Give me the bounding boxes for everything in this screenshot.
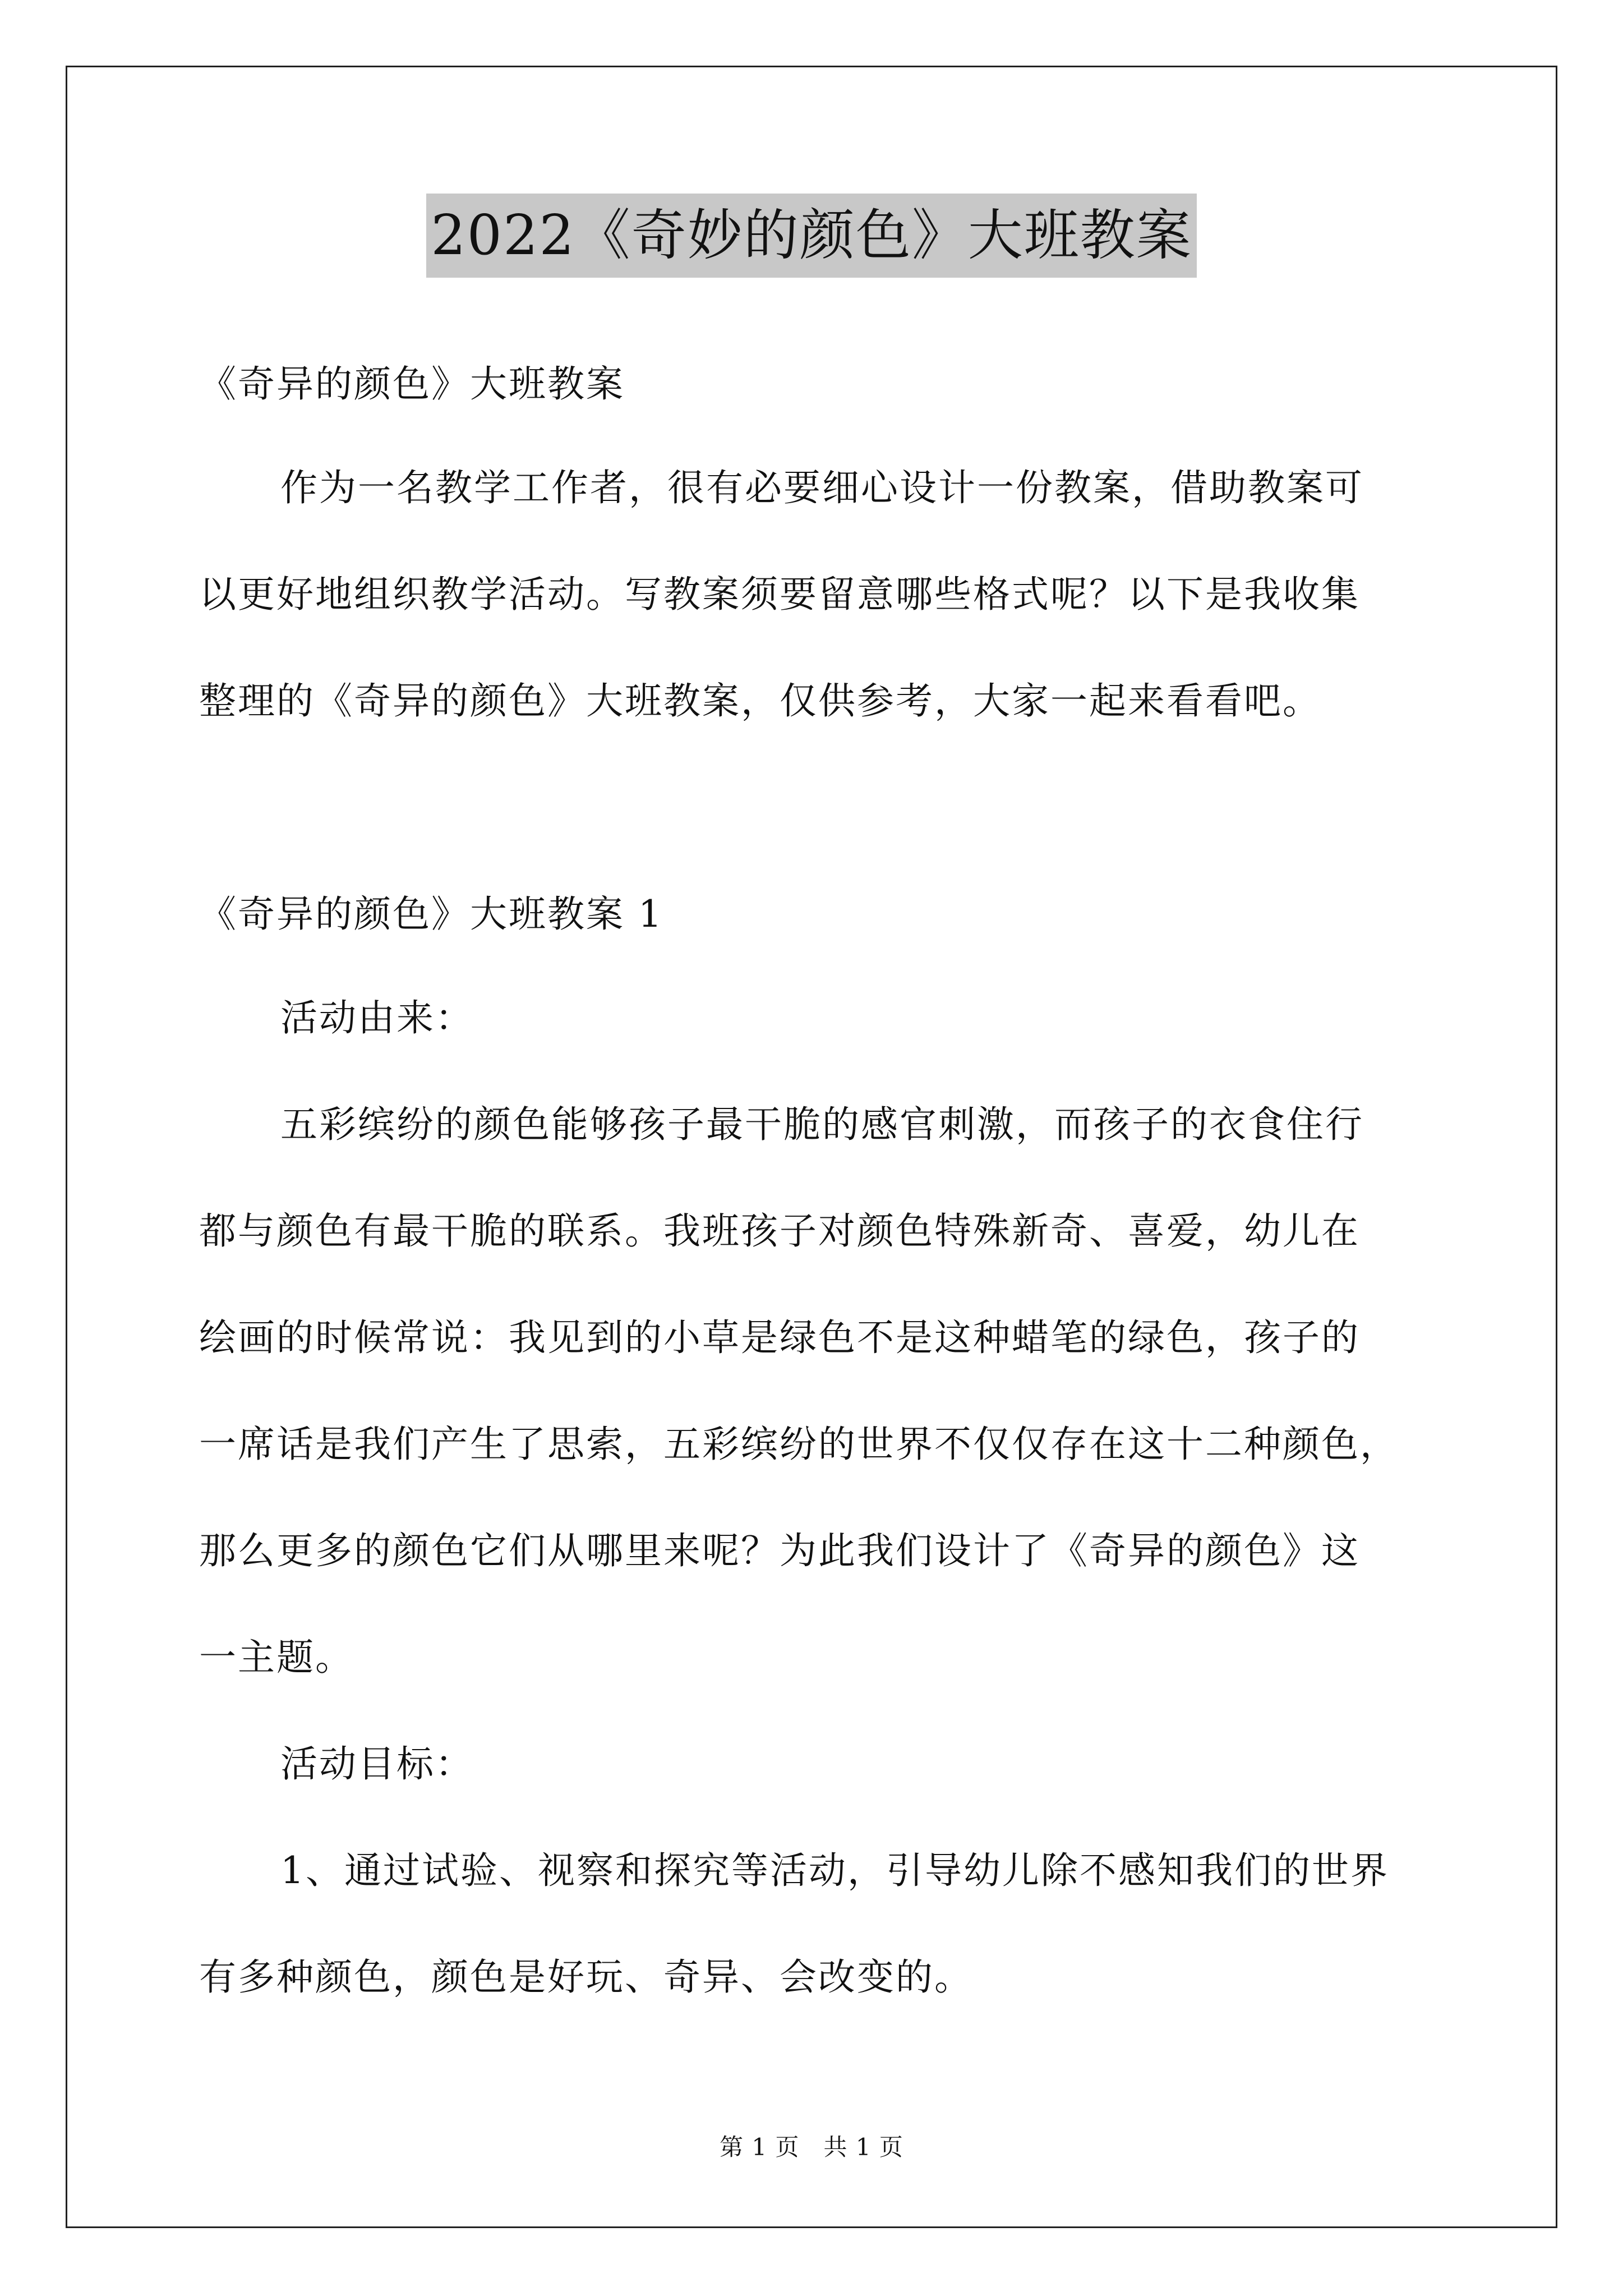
intro-line-2: 以更好地组织教学活动。写教案须要留意哪些格式呢？以下是我收集 bbox=[199, 573, 1360, 616]
origin-line-5: 那么更多的颜色它们从哪里来呢？为此我们设计了《奇异的颜色》这 bbox=[199, 1529, 1360, 1572]
origin-heading: 活动由来： bbox=[280, 996, 474, 1039]
page-number-footer: 第 1 页 共 1 页 bbox=[720, 2133, 903, 2161]
document-title: 2022《奇妙的颜色》大班教案 bbox=[426, 194, 1196, 278]
section-heading-1: 《奇异的颜色》大班教案 1 bbox=[199, 892, 663, 936]
origin-line-4: 一席话是我们产生了思索，五彩缤纷的世界不仅仅存在这十二种颜色， bbox=[199, 1423, 1399, 1466]
title-wrapper bbox=[0, 194, 1623, 278]
origin-line-1: 五彩缤纷的颜色能够孩子最干脆的感官刺激，而孩子的衣食住行 bbox=[280, 1103, 1364, 1146]
goal-heading: 活动目标： bbox=[280, 1742, 474, 1786]
intro-line-3: 整理的《奇异的颜色》大班教案，仅供参考，大家一起来看看吧。 bbox=[199, 679, 1321, 723]
document-subtitle: 《奇异的颜色》大班教案 bbox=[199, 362, 625, 406]
origin-line-6: 一主题。 bbox=[199, 1636, 354, 1679]
intro-line-1: 作为一名教学工作者，很有必要细心设计一份教案，借助教案可 bbox=[280, 466, 1364, 509]
goal-line-1: 1、通过试验、视察和探究等活动，引导幼儿除不感知我们的世界 bbox=[280, 1849, 1389, 1892]
origin-line-3: 绘画的时候常说：我见到的小草是绿色不是这种蜡笔的绿色，孩子的 bbox=[199, 1316, 1360, 1359]
origin-line-2: 都与颜色有最干脆的联系。我班孩子对颜色特殊新奇、喜爱，幼儿在 bbox=[199, 1209, 1360, 1253]
goal-line-2: 有多种颜色，颜色是好玩、奇异、会改变的。 bbox=[199, 1955, 973, 1999]
